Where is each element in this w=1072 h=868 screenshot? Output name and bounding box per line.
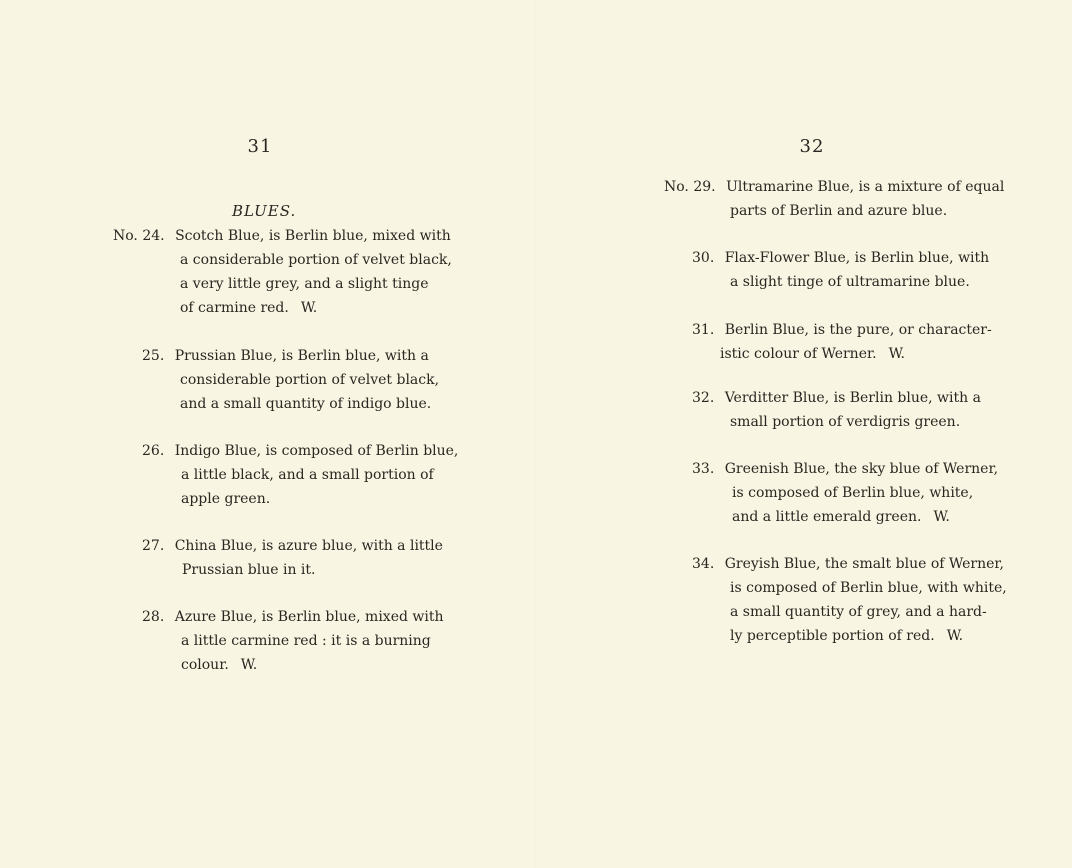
entry-line: a very little grey, and a slight tinge xyxy=(180,276,429,292)
entry-line xyxy=(142,439,458,463)
section-heading: BLUES. xyxy=(232,202,297,220)
entry-line: a slight tinge of ultramarine blue. xyxy=(730,274,970,290)
werner-mark: W. xyxy=(946,628,964,644)
entry-line: and a small quantity of indigo blue. xyxy=(180,396,432,412)
entry-line: is composed of Berlin blue, with white, xyxy=(730,580,1007,596)
entry-33 xyxy=(692,457,998,529)
entry-line: a small quantity of grey, and a hard- xyxy=(730,604,987,620)
entry-text: Indigo Blue, is composed of Berlin blue, xyxy=(174,443,459,459)
entry-26 xyxy=(142,439,458,511)
entry-line: Prussian blue in it. xyxy=(182,562,316,578)
werner-mark: W. xyxy=(888,346,905,362)
entry-line xyxy=(732,505,1038,529)
entry-text: Verditter Blue, is Berlin blue, with a xyxy=(724,390,981,406)
entry-line xyxy=(692,552,1004,576)
entry-line xyxy=(142,534,443,558)
entry-25 xyxy=(142,344,440,416)
entry-text: Scotch Blue, is Berlin blue, mixed with xyxy=(175,228,451,244)
werner-mark: W. xyxy=(300,300,318,316)
entry-number: 30. xyxy=(692,250,715,266)
werner-mark: W. xyxy=(933,509,950,525)
entry-line: parts of Berlin and azure blue. xyxy=(730,203,948,219)
entry-number: 26. xyxy=(142,443,165,459)
entry-text: China Blue, is azure blue, with a little xyxy=(174,538,443,554)
entry-number: 33. xyxy=(692,461,715,477)
entry-line xyxy=(180,296,518,320)
entry-text: colour. xyxy=(181,657,229,673)
entry-number: 27. xyxy=(142,538,165,554)
entry-text: Azure Blue, is Berlin blue, mixed with xyxy=(174,609,444,625)
entry-27 xyxy=(142,534,443,582)
entry-number: 31. xyxy=(692,322,715,338)
entry-line: small portion of verdigris green. xyxy=(730,414,961,430)
entry-number: No. 24. xyxy=(113,228,165,244)
entry-line: is composed of Berlin blue, white, xyxy=(732,485,974,501)
entry-number: 34. xyxy=(692,556,715,572)
right-page xyxy=(536,0,1072,868)
entry-text: ly perceptible portion of red. xyxy=(730,628,935,644)
entry-24 xyxy=(113,224,451,320)
entry-line: a little black, and a small portion of xyxy=(181,467,434,483)
entry-line xyxy=(692,246,989,270)
entry-31 xyxy=(692,318,992,366)
entry-line: considerable portion of velvet black, xyxy=(180,372,440,388)
entry-line xyxy=(692,457,998,481)
entry-number: 28. xyxy=(142,609,165,625)
entry-number: 32. xyxy=(692,390,715,406)
entry-line xyxy=(142,344,429,368)
entry-line: a considerable portion of velvet black, xyxy=(180,252,452,268)
entry-line xyxy=(181,653,483,677)
entry-line xyxy=(113,224,451,248)
page-number: 32 xyxy=(799,136,825,157)
entry-line xyxy=(664,175,1004,199)
entry-number: No. 29. xyxy=(664,179,716,195)
page-number: 31 xyxy=(247,136,273,157)
entry-34 xyxy=(692,552,1007,648)
entry-line xyxy=(720,342,1020,366)
entry-32 xyxy=(692,386,981,434)
entry-28 xyxy=(142,605,444,677)
entry-number: 25. xyxy=(142,348,165,364)
entry-line xyxy=(692,386,981,410)
entry-line xyxy=(730,624,1042,648)
entry-line xyxy=(142,605,444,629)
entry-30 xyxy=(692,246,989,294)
entry-line: apple green. xyxy=(181,491,271,507)
entry-text: Berlin Blue, is the pure, or character- xyxy=(724,322,992,338)
entry-line: a little carmine red : it is a burning xyxy=(181,633,431,649)
entry-text: Greenish Blue, the sky blue of Werner, xyxy=(724,461,999,477)
entry-text: Ultramarine Blue, is a mixture of equal xyxy=(726,179,1005,195)
entry-text: istic colour of Werner. xyxy=(720,346,877,362)
entry-text: Flax-Flower Blue, is Berlin blue, with xyxy=(724,250,990,266)
entry-text: Prussian Blue, is Berlin blue, with a xyxy=(174,348,429,364)
entry-text: Greyish Blue, the smalt blue of Werner, xyxy=(724,556,1005,572)
entry-29 xyxy=(664,175,1004,223)
entry-text: of carmine red. xyxy=(180,300,289,316)
entry-line xyxy=(692,318,992,342)
werner-mark: W. xyxy=(240,657,258,673)
entry-text: and a little emerald green. xyxy=(732,509,922,525)
